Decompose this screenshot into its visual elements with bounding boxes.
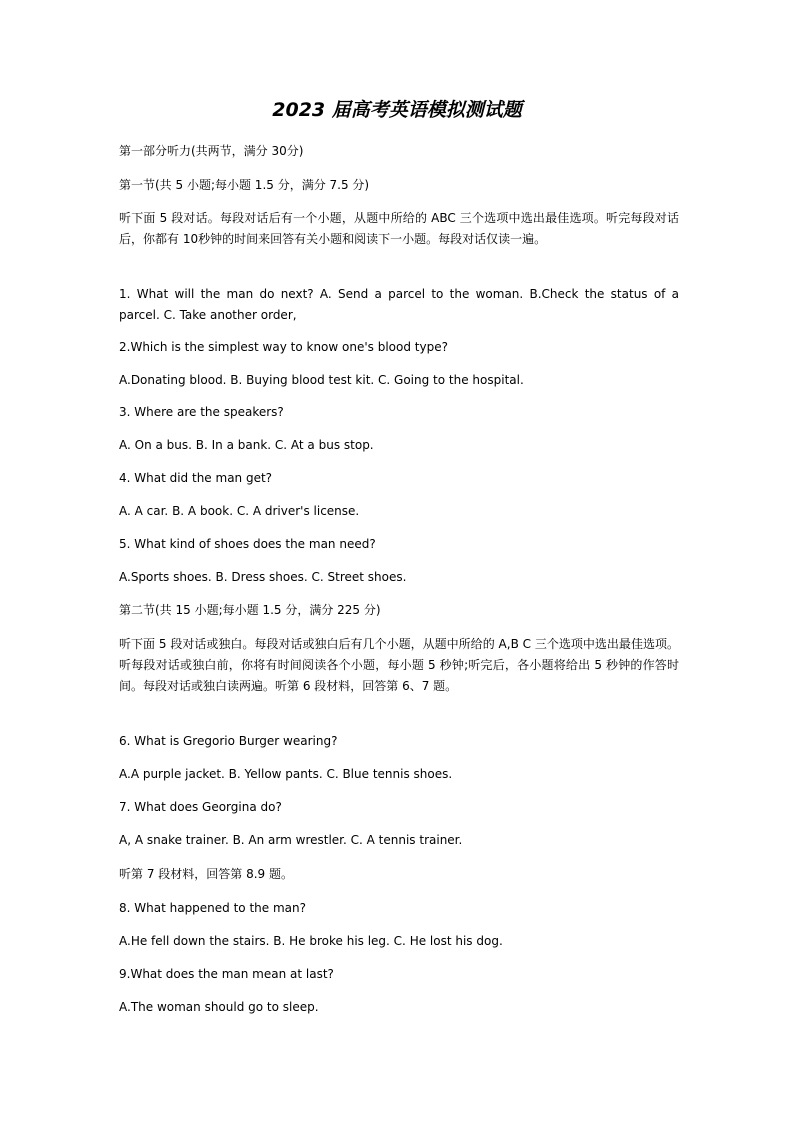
question-3: 3. Where are the speakers?: [119, 405, 284, 419]
part-two-instructions: 听下面 5 段对话或独白。每段对话或独白后有几个小题，从题中所给的 A,B C 三个选项中选出最佳选项。听每段对话或独白前，你将有时间阅读各个小题，每小题 5 秒钟;听完后，各小题将给出 5 秒钟的作答时间。每段对话或独白读两遍。听第 6 段材料，回答第 6、7 题。: [119, 637, 679, 693]
question-6: 6. What is Gregorio Burger wearing?: [119, 734, 338, 748]
question-2: 2.Which is the simplest way to know one's blood type?: [119, 340, 448, 354]
question-8-options: A.He fell down the stairs. B. He broke his leg. C. He lost his dog.: [119, 934, 503, 948]
question-1: 1. What will the man do next? A. Send a parcel to the woman. B.Check the status of a parcel. C. Take another order,: [119, 287, 679, 322]
question-8: 8. What happened to the man?: [119, 901, 306, 915]
question-2-options: A.Donating blood. B. Buying blood test kit. C. Going to the hospital.: [119, 373, 524, 387]
part-one-heading: 第一节(共 5 小题;每小题 1.5 分，满分 7.5 分): [119, 178, 370, 192]
question-7: 7. What does Georgina do?: [119, 800, 282, 814]
question-7-options: A, A snake trainer. B. An arm wrestler. C. A tennis trainer.: [119, 833, 463, 847]
material-7-instruction: 听第 7 段材料，回答第 8.9 题。: [119, 867, 293, 881]
question-5-options: A.Sports shoes. B. Dress shoes. C. Street shoes.: [119, 570, 407, 584]
question-4-options: A. A car. B. A book. C. A driver's license.: [119, 504, 360, 518]
document-title: 2023 届高考英语模拟测试题: [272, 99, 522, 121]
question-9: 9.What does the man mean at last?: [119, 967, 334, 981]
question-9-option-a: A.The woman should go to sleep.: [119, 1000, 319, 1014]
part-one-instructions: 听下面 5 段对话。每段对话后有一个小题，从题中所给的 ABC 三个选项中选出最佳选项。听完每段对话后，你都有 10秒钟的时间来回答有关小题和阅读下一小题。每段对话仅读一遍。: [119, 211, 679, 246]
question-6-options: A.A purple jacket. B. Yellow pants. C. Blue tennis shoes.: [119, 767, 453, 781]
question-5: 5. What kind of shoes does the man need?: [119, 537, 376, 551]
part-two-heading: 第二节(共 15 小题;每小题 1.5 分，满分 225 分): [119, 603, 381, 617]
section-one-heading: 第一部分听力(共两节，满分 30分): [119, 144, 304, 158]
question-4: 4. What did the man get?: [119, 471, 273, 485]
question-3-options: A. On a bus. B. In a bank. C. At a bus stop.: [119, 438, 374, 452]
